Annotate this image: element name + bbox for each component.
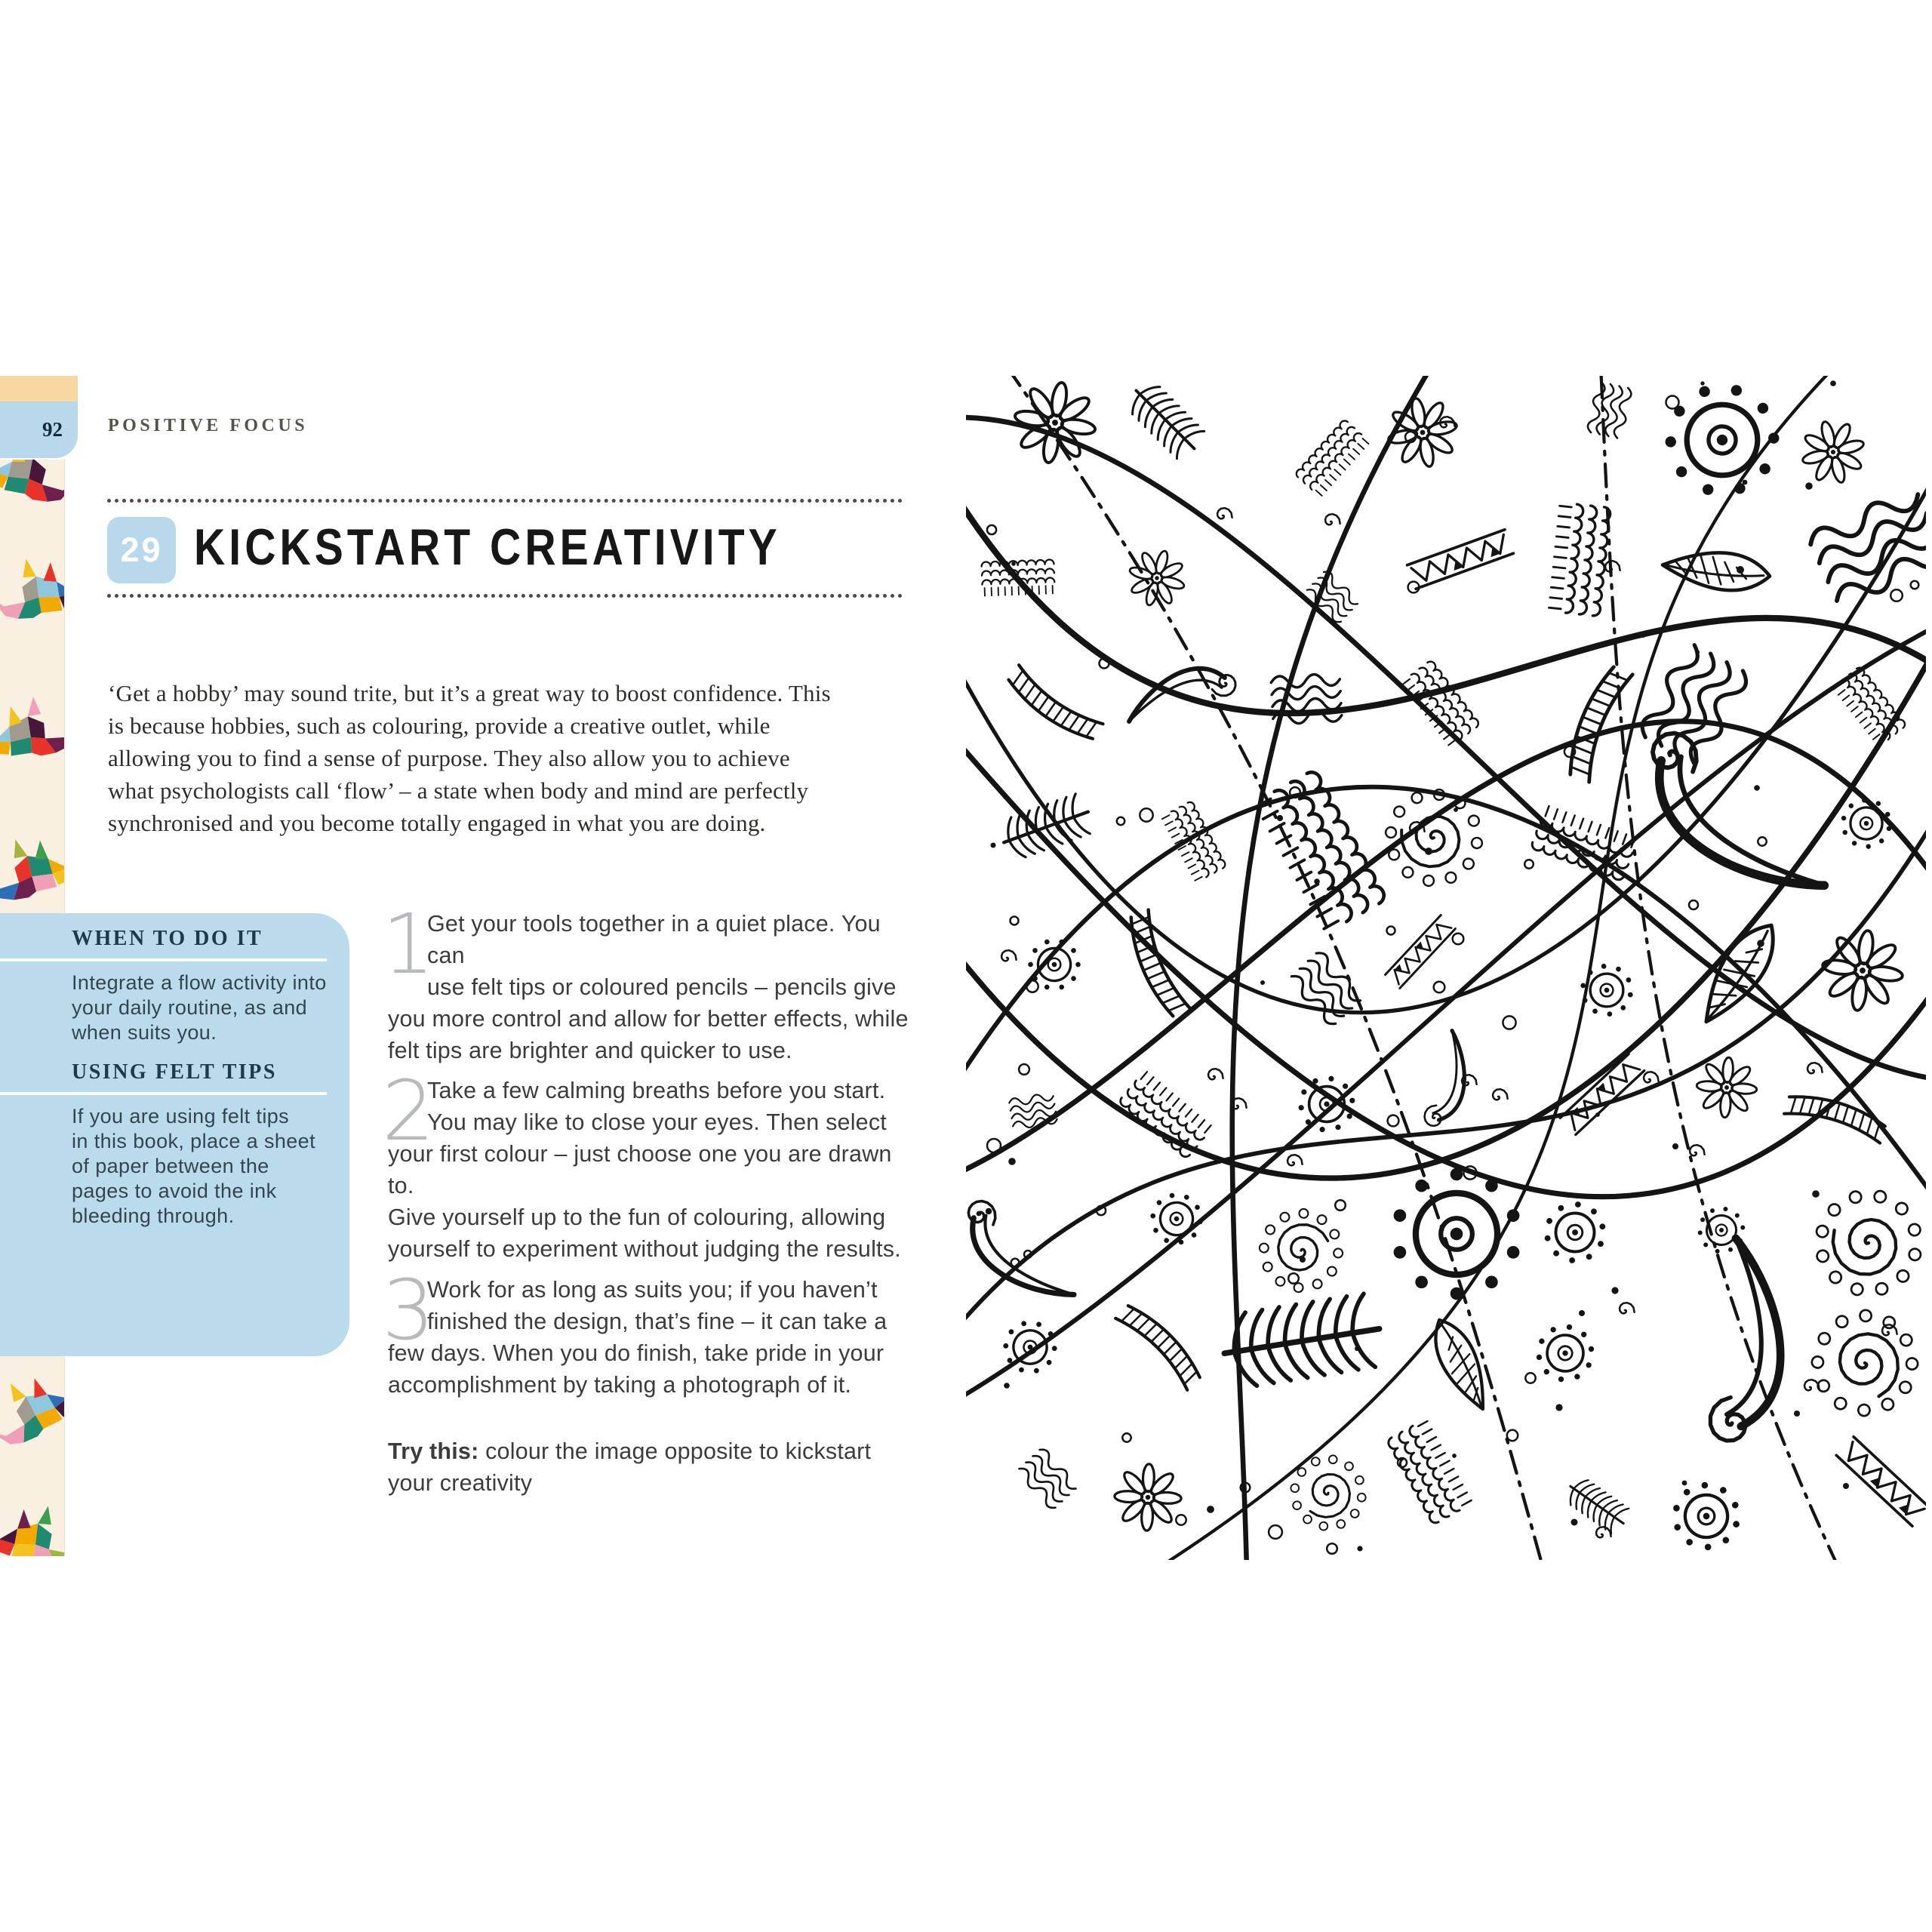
sidebar-content <box>0 925 349 1229</box>
sidebar-rule <box>0 958 327 961</box>
page-number-badge <box>0 401 78 458</box>
try-this-note <box>388 1435 916 1499</box>
step-2 <box>382 1063 916 1265</box>
bird-shape <box>0 460 64 502</box>
step-3 <box>382 1262 916 1401</box>
sidebar-info-box <box>0 913 349 1356</box>
colouring-illustration <box>966 376 1926 1560</box>
sidebar-text-line: when suits you. <box>72 1021 217 1044</box>
try-this-text-line2: your creativity <box>388 1470 533 1496</box>
section-header: POSITIVE FOCUS <box>108 416 309 435</box>
sidebar-text-line: bleeding through. <box>72 1204 235 1227</box>
bird-shape <box>0 556 64 623</box>
text-line: allowing you to find a sense of purpose. They also allow you to achieve <box>108 745 790 771</box>
text-line: is because hobbies, such as colouring, provide a creative outlet, while <box>108 712 771 739</box>
step-line: yourself to experiment without judging the results. <box>388 1236 901 1262</box>
text-line: synchronised and you become totally engaged in what you are doing. <box>108 810 766 836</box>
step-number: 3 <box>382 1262 435 1358</box>
step-number: 1 <box>382 896 435 992</box>
chapter-number-badge <box>107 517 176 583</box>
chapter-number: 29 <box>120 531 163 569</box>
step-1 <box>382 896 916 1066</box>
text-line: ‘Get a hobby’ may sound trite, but it’s a great way to boost confidence. This <box>108 680 831 706</box>
step-line: Take a few calming breaths before you start. <box>427 1078 886 1103</box>
sidebar-text-line: If you are using felt tips <box>72 1105 290 1128</box>
try-this-label: Try this: <box>388 1438 479 1464</box>
sidebar-rule <box>0 1092 327 1095</box>
step-line: Give yourself up to the fun of colouring, allowing <box>388 1204 886 1230</box>
sidebar-text-line: pages to avoid the ink <box>72 1180 277 1202</box>
step-line: finished the design, that’s fine – it can take a <box>427 1309 888 1334</box>
bird-shape <box>0 687 64 774</box>
try-this-text: colour the image opposite to kickstart <box>478 1438 872 1464</box>
step-line: few days. When you do finish, take pride in your <box>388 1340 884 1366</box>
sidebar-text-line: your daily routine, as and <box>72 996 308 1019</box>
step-line: your first colour – just choose one you are drawn to. <box>388 1141 892 1198</box>
sidebar-text-line: in this book, place a sheet <box>72 1130 316 1152</box>
step-line: accomplishment by taking a photograph of it. <box>388 1372 852 1398</box>
sidebar-heading: USING FELT TIPS <box>72 1060 277 1084</box>
step-line: Work for as long as suits you; if you haven’t <box>427 1277 878 1303</box>
try-this-line <box>388 1435 916 1467</box>
chapter-title: KICKSTART CREATIVITY <box>194 518 781 576</box>
step-number: 2 <box>382 1063 435 1159</box>
sidebar-text-line: of paper between the <box>72 1155 269 1177</box>
sidebar-heading: WHEN TO DO IT <box>72 927 263 950</box>
sidebar-text-line: Integrate a flow activity into <box>72 971 327 994</box>
doodle-pattern-art <box>966 376 1926 1560</box>
bird-shape <box>0 1504 64 1556</box>
step-line: felt tips are brighter and quicker to use. <box>388 1038 792 1063</box>
bird-shape <box>0 1367 64 1451</box>
page-tab-orange <box>0 376 78 401</box>
step-line: You may like to close your eyes. Then select <box>427 1109 887 1135</box>
step-line: Get your tools together in a quiet place. You can <box>427 911 881 968</box>
page-number: 92 <box>42 418 63 441</box>
steps-list <box>382 0 916 1932</box>
text-line: what psychologists call ‘flow’ – a state when body and mind are perfectly <box>108 777 809 804</box>
bird-shape <box>0 837 64 901</box>
step-line: you more control and allow for better effects, while <box>388 1006 909 1032</box>
step-line: use felt tips or coloured pencils – pencils give <box>427 974 897 1000</box>
